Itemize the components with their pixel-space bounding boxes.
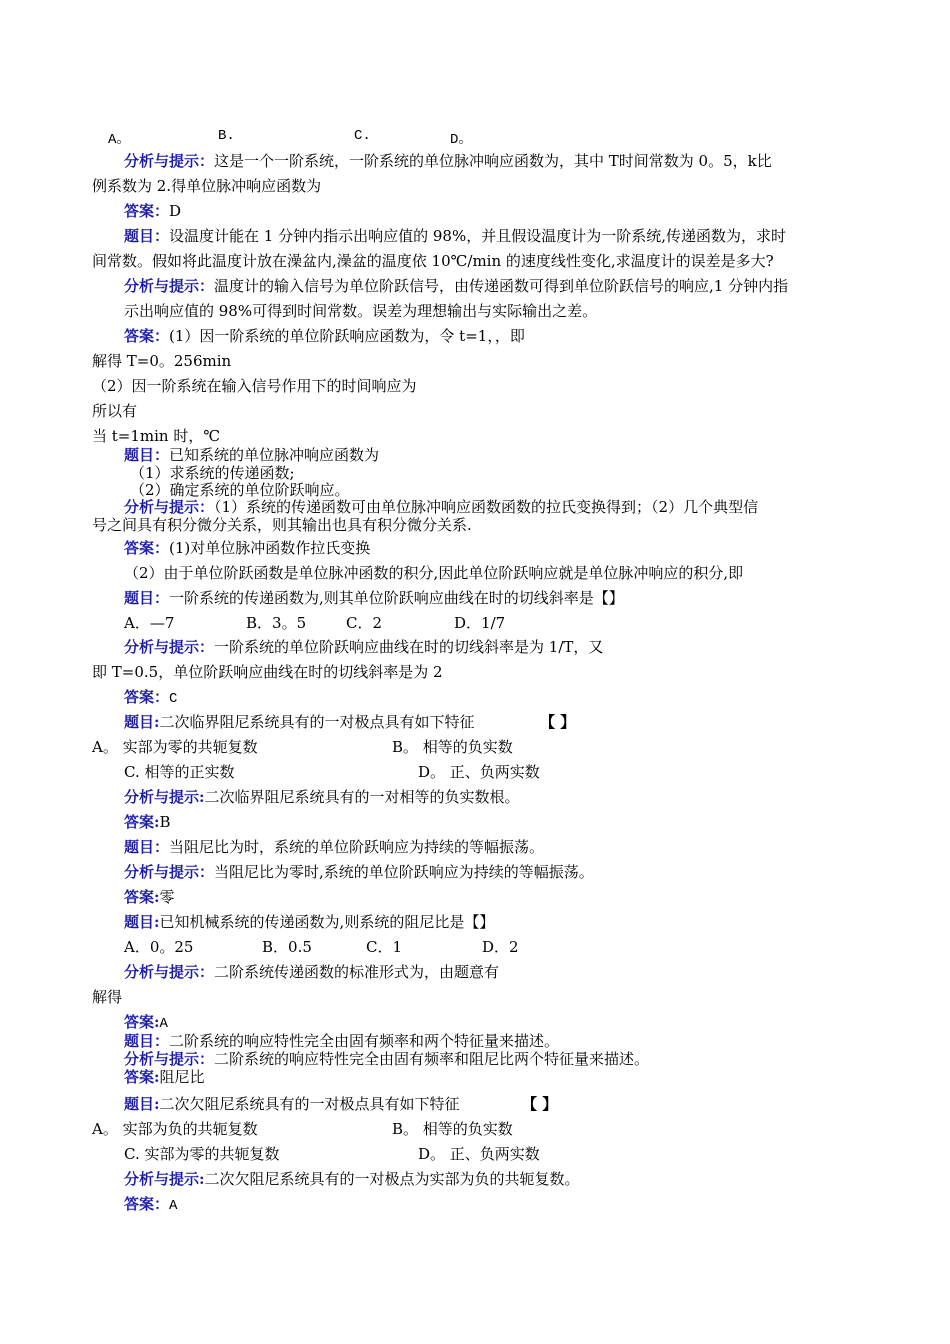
answer-text: 零: [159, 888, 175, 906]
option-d: D。 正、负两实数: [418, 1145, 540, 1163]
text-line: 解得: [92, 988, 123, 1006]
question-label: 题目：: [124, 589, 170, 607]
option-a: A。 实部为零的共轭复数: [92, 738, 258, 756]
answer-line: [124, 200, 181, 222]
option-b: B。 相等的负实数: [392, 738, 513, 756]
answer-text: C: [169, 691, 178, 707]
question-label: 题目：: [124, 446, 170, 464]
analysis-text: 二次临界阻尼系统具有的一对相等的负实数根。: [204, 788, 520, 806]
question-text: 已知机械系统的传递函数为,则系统的阻尼比是【】: [159, 913, 495, 931]
analysis-line: [124, 961, 499, 983]
analysis-text: 二次欠阻尼系统具有的一对极点为实部为负的共轭复数。: [204, 1170, 580, 1188]
analysis-text: 温度计的输入信号为单位阶跃信号，由传递函数可得到单位阶跃信号的响应,1 分钟内指: [214, 277, 789, 295]
option-a: A。: [108, 132, 131, 148]
question-label: 题目：: [124, 1032, 170, 1050]
question-text: 二次临界阻尼系统具有的一对极点具有如下特征: [159, 713, 475, 731]
question-label: 题目：: [124, 227, 170, 245]
question-text: 已知系统的单位脉冲响应函数为: [169, 446, 380, 464]
analysis-line: [124, 150, 772, 172]
answer-label: 答案：: [124, 688, 170, 706]
text-line: （2）因一阶系统在输入信号作用下的时间响应为: [92, 377, 417, 395]
answer-bracket: 【 】: [540, 713, 576, 731]
option-b: B。 相等的负实数: [392, 1120, 513, 1138]
answer-label: 答案:: [124, 1068, 160, 1086]
answer-line: [124, 325, 525, 347]
option-c: C．1: [366, 938, 403, 956]
analysis-label: 分析与提示:: [124, 1170, 205, 1188]
option-c: C. 实部为零的共轭复数: [124, 1145, 280, 1163]
option-c: C.: [354, 128, 371, 144]
option-b: B.: [218, 128, 235, 144]
analysis-line: [124, 498, 758, 516]
answer-label: 答案:: [124, 888, 160, 906]
analysis-label: 分析与提示：: [124, 963, 215, 981]
answer-label: 答案：: [124, 327, 170, 345]
option-d: D。: [450, 132, 473, 148]
question-label: 题目：: [124, 838, 170, 856]
answer-line: [124, 1068, 205, 1086]
analysis-line: [124, 275, 788, 297]
answer-line: [124, 1193, 177, 1217]
option-b: B．0.5: [262, 938, 312, 956]
option-b: B．3。5: [246, 614, 307, 632]
analysis-text: 二阶系统的响应特性完全由固有频率和阻尼比两个特征量来描述。: [214, 1050, 650, 1068]
question-line: [124, 1032, 559, 1050]
analysis-text: 二阶系统传递函数的标准形式为，由题意有: [214, 963, 500, 981]
text-line: 解得 T=0。256min: [92, 352, 232, 370]
option-c: C．2: [346, 614, 383, 632]
text-line: 例系数为 2.得单位脉冲响应函数为: [92, 177, 322, 195]
question-text: 二次欠阻尼系统具有的一对极点具有如下特征: [159, 1095, 460, 1113]
question-text: 设温度计能在 1 分钟内指示出响应值的 98%，并且假设温度计为一阶系统,传递函数为，求时: [169, 227, 786, 245]
analysis-label: 分析与提示：: [124, 1050, 215, 1068]
analysis-line: [124, 786, 520, 808]
question-line: [124, 587, 624, 609]
text-line: （1）求系统的传递函数;: [130, 464, 295, 482]
answer-line: [124, 886, 175, 908]
option-d: D．2: [482, 938, 519, 956]
text-line: 号之间具有积分微分关系，则其输出也具有积分微分关系.: [92, 516, 472, 534]
text-line: 示出响应值的 98%可得到时间常数。误差为理想输出与实际输出之差。: [124, 302, 598, 320]
answer-line: [124, 537, 370, 559]
question-text: 当阻尼比为时，系统的单位阶跃响应为持续的等幅振荡。: [169, 838, 545, 856]
answer-text: A: [169, 1198, 178, 1214]
analysis-text: 这是一个一阶系统，一阶系统的单位脉冲响应函数为，其中 T时间常数为 0。5，k比: [214, 152, 772, 170]
answer-text: A: [159, 1016, 168, 1032]
option-a: A．—7: [124, 614, 175, 632]
analysis-label: 分析与提示：: [124, 152, 215, 170]
answer-label: 答案：: [124, 1195, 170, 1213]
analysis-line: [124, 1050, 649, 1068]
analysis-text: 一阶系统的单位阶跃响应曲线在时的切线斜率是为 1/T，又: [214, 638, 604, 656]
question-text: 一阶系统的传递函数为,则其单位阶跃响应曲线在时的切线斜率是【】: [169, 589, 624, 607]
answer-line: [124, 686, 177, 710]
answer-text: (1）因一阶系统的单位阶跃响应函数为，令 t=1，，即: [169, 327, 525, 345]
analysis-line: [124, 861, 594, 883]
question-text: 二阶系统的响应特性完全由固有频率和两个特征量来描述。: [169, 1032, 560, 1050]
option-c: C. 相等的正实数: [124, 763, 235, 781]
answer-label: 答案:: [124, 813, 160, 831]
answer-bracket: 【 】: [522, 1095, 558, 1113]
option-d: D。 正、负两实数: [418, 763, 540, 781]
text-line: 所以有: [92, 402, 138, 420]
text-line: 当 t=1min 时，℃: [92, 427, 221, 445]
analysis-label: 分析与提示：: [124, 498, 215, 516]
answer-line: [124, 811, 171, 833]
text-line: （2）确定系统的单位阶跃响应。: [130, 481, 350, 499]
text-line: 即 T=0.5，单位阶跃响应曲线在时的切线斜率是为 2: [92, 663, 443, 681]
text-line: （2）由于单位阶跃函数是单位脉冲函数的积分,因此单位阶跃响应就是单位脉冲响应的积分,即: [124, 564, 744, 582]
question-line: [124, 836, 544, 858]
answer-label: 答案:: [124, 1013, 160, 1031]
question-line: [124, 711, 475, 733]
question-label: 题目:: [124, 1095, 160, 1113]
answer-label: 答案：: [124, 539, 170, 557]
question-label: 题目:: [124, 713, 160, 731]
option-a: A。 实部为负的共轭复数: [92, 1120, 258, 1138]
analysis-text: 当阻尼比为零时,系统的单位阶跃响应为持续的等幅振荡。: [214, 863, 594, 881]
analysis-label: 分析与提示：: [124, 277, 215, 295]
answer-text: 阻尼比: [159, 1068, 205, 1086]
question-label: 题目:: [124, 913, 160, 931]
answer-text: (1)对单位脉冲函数作拉氏变换: [169, 539, 371, 557]
question-line: [124, 1093, 460, 1115]
analysis-text: （1）系统的传递函数可由单位脉冲响应函数函数的拉氏变换得到；（2）几个典型信: [214, 498, 759, 516]
answer-text: D: [169, 202, 182, 220]
question-line: [124, 911, 494, 933]
question-line: [124, 225, 786, 247]
answer-label: 答案：: [124, 202, 170, 220]
analysis-label: 分析与提示：: [124, 638, 215, 656]
analysis-label: 分析与提示:: [124, 788, 205, 806]
analysis-line: [124, 636, 603, 658]
answer-text: B: [159, 813, 171, 831]
option-d: D．1/7: [454, 614, 506, 632]
text-line: 间常数。假如将此温度计放在澡盆内,澡盆的温度依 10℃/min 的速度线性变化,求温度计的误差是多大?: [92, 252, 774, 270]
analysis-line: [124, 1168, 580, 1190]
question-line: [124, 446, 379, 464]
analysis-label: 分析与提示：: [124, 863, 215, 881]
option-a: A．0。25: [124, 938, 194, 956]
